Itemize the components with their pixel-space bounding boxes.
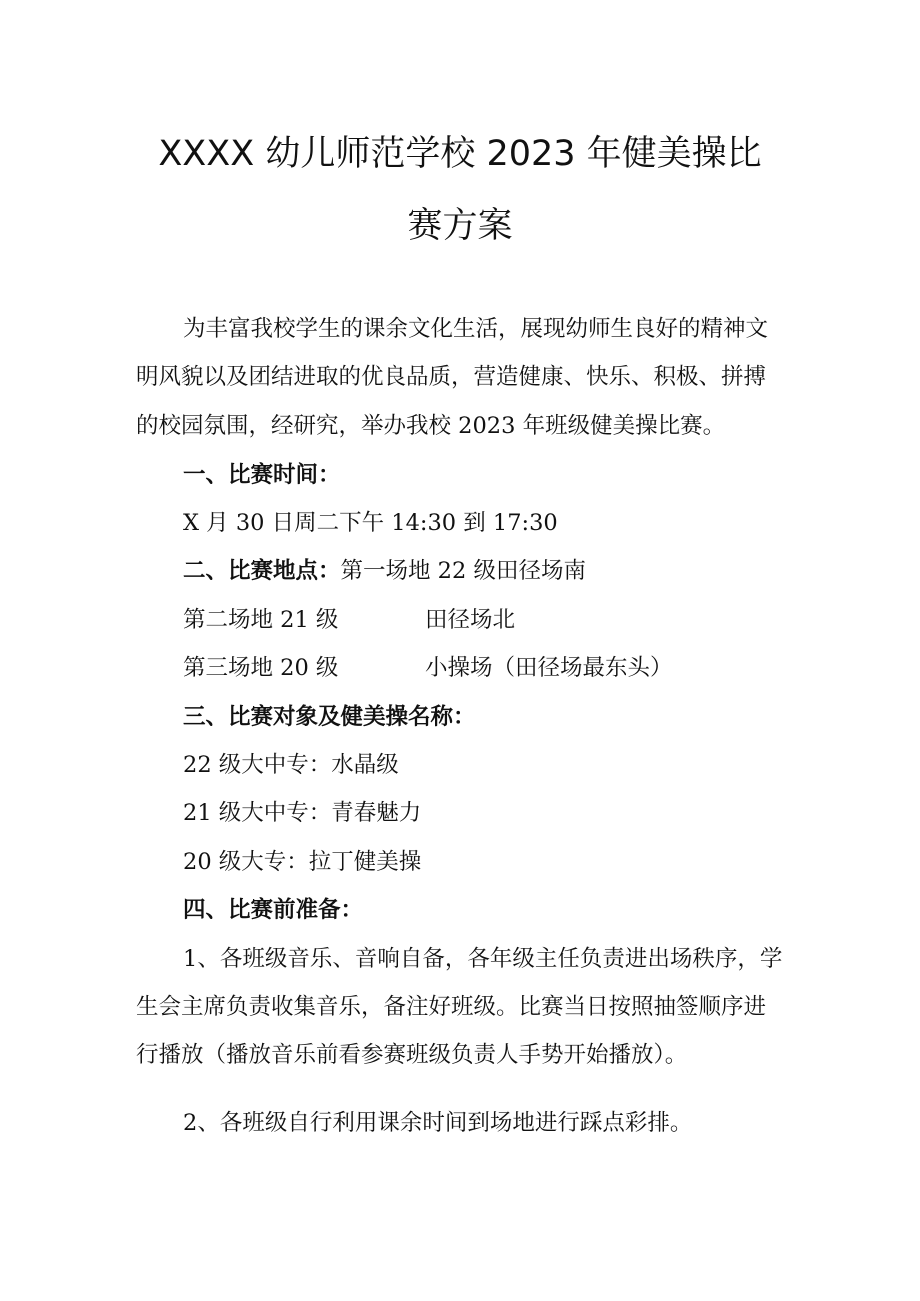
section-heading-participants: 三、比赛对象及健美操名称： — [183, 704, 476, 730]
venue-line-1 — [183, 556, 586, 586]
section-heading-venue: 二、比赛地点： — [183, 558, 341, 584]
preparation-item-1-line-2: 生会主席负责收集音乐，备注好班级。比赛当日按照抽签顺序进 — [136, 994, 767, 1020]
intro-paragraph-line-1: 为丰富我校学生的课余文化生活，展现幼师生良好的精神文 — [183, 316, 769, 342]
intro-paragraph-line-2: 明风貌以及团结进取的优良品质，营造健康、快乐、积极、拼搏 — [136, 364, 767, 390]
venue-name: 第三场地 20 级 — [183, 655, 339, 681]
participant-item: 21 级大中专：青春魅力 — [183, 800, 422, 826]
competition-time: X 月 30 日周二下午 14:30 到 17:30 — [183, 510, 558, 536]
participant-item: 22 级大中专：水晶级 — [183, 752, 399, 778]
preparation-item-2: 2、各班级自行利用课余时间到场地进行踩点彩排。 — [183, 1110, 693, 1136]
preparation-item-1-line-1: 1、各班级音乐、音响自备，各年级主任负责进出场秩序，学 — [183, 946, 783, 972]
venue-row-third — [183, 653, 743, 683]
section-heading-preparation: 四、比赛前准备： — [183, 897, 364, 923]
section-heading-time: 一、比赛时间： — [183, 462, 341, 488]
preparation-item-1-line-3: 行播放（播放音乐前看参赛班级负责人手势开始播放）。 — [136, 1042, 688, 1068]
venue-place: 小操场（田径场最东头） — [425, 655, 673, 681]
venue-name: 第二场地 21 级 — [183, 607, 339, 633]
document-title-line-2: 赛方案 — [407, 206, 513, 246]
venue-first: 第一场地 22 级田径场南 — [340, 558, 586, 584]
intro-paragraph-line-3: 的校园氛围，经研究，举办我校 2023 年班级健美操比赛。 — [136, 413, 726, 439]
participant-item: 20 级大专：拉丁健美操 — [183, 849, 422, 875]
document-title-line-1: XXXX 幼儿师范学校 2023 年健美操比 — [158, 134, 762, 174]
venue-place: 田径场北 — [425, 607, 516, 633]
venue-row-second — [183, 605, 743, 635]
